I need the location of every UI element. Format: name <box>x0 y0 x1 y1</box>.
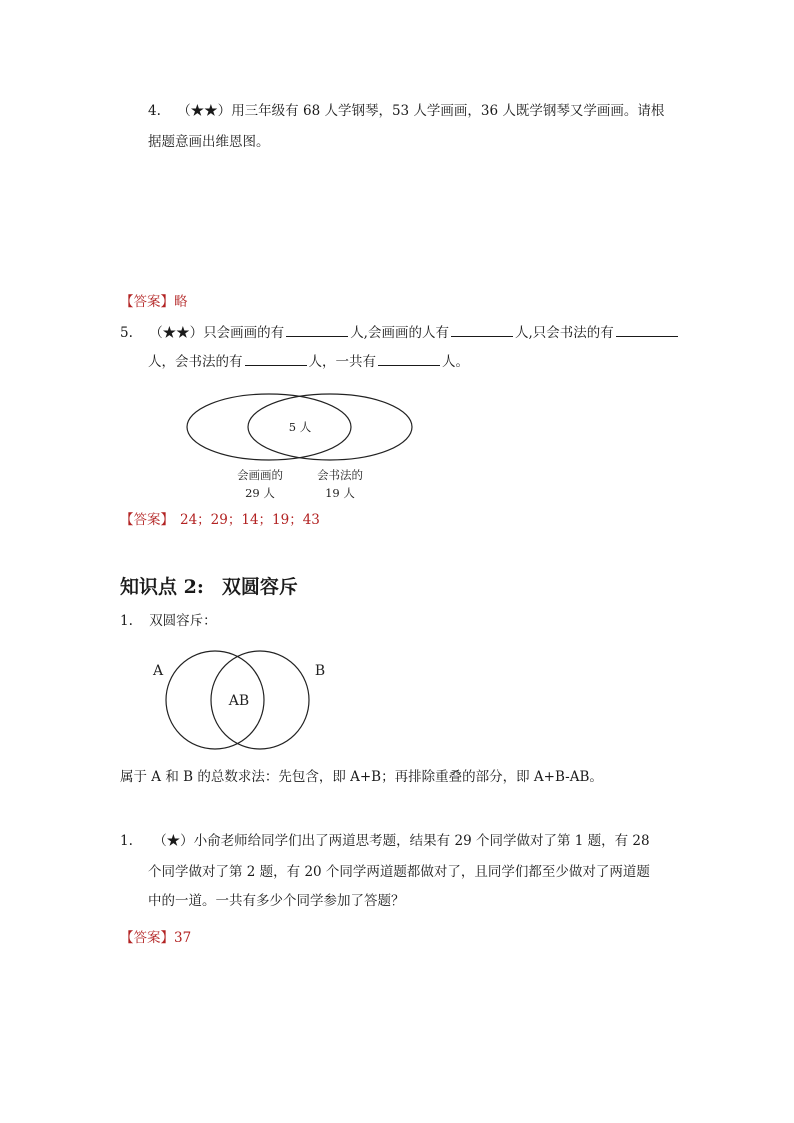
venn-diagram-q5 <box>180 390 420 510</box>
question-4-line2: 据题意画出维恩图。 <box>148 134 270 150</box>
blank-field[interactable] <box>378 351 440 366</box>
blank-field[interactable] <box>451 322 513 337</box>
difficulty-stars: （★★） <box>149 325 204 341</box>
venn-circle-a <box>166 651 264 749</box>
venn-label-ab: AB <box>228 693 250 709</box>
question-5-line2 <box>148 347 469 377</box>
answer-value: 略 <box>174 294 188 310</box>
venn-center-label: 5 人 <box>288 420 312 434</box>
formula-text: 属于 A 和 B 的总数求法：先包含，即 A+B；再排除重叠的部分，即 A+B-AB。 <box>120 769 603 785</box>
question-text: 人,会画画的人有 <box>350 325 449 341</box>
question-5-line1 <box>120 318 680 348</box>
question-number: 4. <box>148 103 161 119</box>
exercise-1-line2: 个同学做对了第 2 题，有 20 个同学两道题都做对了，且同学们都至少做对了两道题 <box>148 864 650 880</box>
venn-circle-painting <box>187 394 351 460</box>
blank-field[interactable] <box>616 322 678 337</box>
exercise-number: 1. <box>120 833 133 849</box>
difficulty-stars: （★） <box>153 833 194 849</box>
answer-value: 24；29；14；19；43 <box>180 512 320 528</box>
question-text: 人，一共有 <box>308 354 376 370</box>
question-4-line1 <box>148 96 664 126</box>
concept-number: 1. <box>120 613 133 629</box>
venn-diagram-ab <box>140 640 350 760</box>
question-text: 人，会书法的有 <box>148 354 243 370</box>
blank-field[interactable] <box>286 322 348 337</box>
exercise-text: 小俞老师给同学们出了两道思考题，结果有 29 个同学做对了第 1 题，有 28 <box>193 833 650 849</box>
answer-tag: 【答案】 <box>120 294 174 310</box>
answer-value: 37 <box>174 930 192 946</box>
answer-tag: 【答案】 <box>120 512 174 528</box>
section-title: 知识点 2: <box>120 576 204 598</box>
question-text: 人。 <box>442 354 469 370</box>
venn-right-label: 会书法的 <box>317 468 363 482</box>
blank-field[interactable] <box>245 351 307 366</box>
answer-ex1 <box>120 926 191 946</box>
venn-label-a: A <box>152 663 164 679</box>
section-heading <box>120 572 298 599</box>
venn-circle-calligraphy <box>248 394 412 460</box>
answer-q4 <box>120 290 188 310</box>
section-subtitle: 双圆容斥 <box>221 576 298 598</box>
question-text: 只会画画的有 <box>203 325 285 341</box>
exercise-1-line1 <box>120 826 650 856</box>
exercise-1-line3: 中的一道。一共有多少个同学参加了答题？ <box>148 893 405 909</box>
difficulty-stars: （★★） <box>177 103 232 119</box>
venn-circle-b <box>211 651 309 749</box>
answer-q5 <box>120 508 320 528</box>
answer-tag: 【答案】 <box>120 930 174 946</box>
venn-label-b: B <box>314 663 326 679</box>
venn-right-count: 19 人 <box>325 486 355 500</box>
venn-left-count: 29 人 <box>245 486 275 500</box>
question-text: 人,只会书法的有 <box>514 325 614 341</box>
question-text: 用三年级有 68 人学钢琴，53 人学画画，36 人既学钢琴又学画画。请根 <box>231 103 665 119</box>
concept-item <box>120 606 217 636</box>
concept-label: 双圆容斥： <box>149 613 217 629</box>
venn-left-label: 会画画的 <box>237 468 283 482</box>
question-number: 5. <box>120 325 133 341</box>
